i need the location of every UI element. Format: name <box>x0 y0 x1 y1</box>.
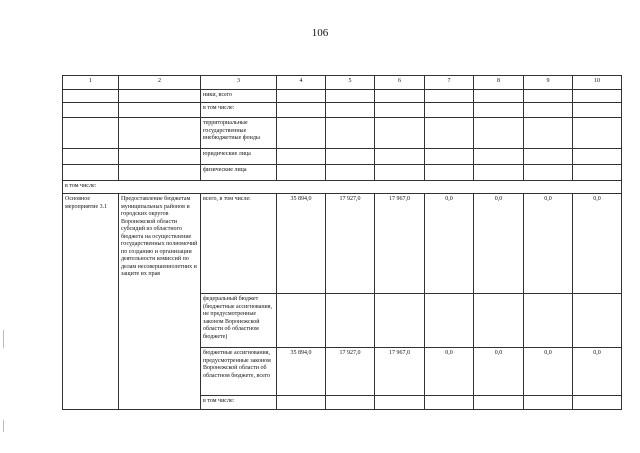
value-cell <box>524 149 573 165</box>
value-cell <box>277 165 326 181</box>
value-cell: 17 967,0 <box>375 194 425 294</box>
value-cell <box>375 118 425 149</box>
section-label: в том числе: <box>63 181 622 194</box>
page-number: 106 <box>311 27 329 39</box>
value-cell <box>277 396 326 410</box>
value-cell <box>573 118 622 149</box>
value-cell <box>573 294 622 348</box>
value-cell <box>326 396 375 410</box>
value-cell <box>524 90 573 103</box>
value-cell <box>326 103 375 118</box>
column-header: 6 <box>375 76 425 90</box>
value-cell <box>573 396 622 410</box>
value-cell <box>425 90 474 103</box>
column-header: 8 <box>474 76 524 90</box>
value-cell <box>474 149 524 165</box>
value-cell <box>425 165 474 181</box>
funding-source-label: бюджетные ассигнования, предусмотренные законом Воронежской области об областном бюджете, всего <box>201 348 277 396</box>
value-cell: 35 894,0 <box>277 348 326 396</box>
value-cell <box>375 103 425 118</box>
table-row <box>63 149 622 165</box>
table-cell <box>63 165 119 181</box>
value-cell <box>375 90 425 103</box>
measure-code: Основное мероприятие 3.1 <box>63 194 119 410</box>
value-cell <box>474 165 524 181</box>
column-header: 7 <box>425 76 474 90</box>
value-cell <box>277 103 326 118</box>
table-cell <box>63 103 119 118</box>
value-cell <box>474 294 524 348</box>
column-header: 2 <box>119 76 201 90</box>
value-cell: 35 894,0 <box>277 194 326 294</box>
value-cell <box>277 149 326 165</box>
table-row <box>63 90 622 103</box>
value-cell <box>375 294 425 348</box>
value-cell <box>524 294 573 348</box>
value-cell: 0,0 <box>524 194 573 294</box>
value-cell <box>573 103 622 118</box>
value-cell <box>425 118 474 149</box>
value-cell <box>573 90 622 103</box>
value-cell <box>524 165 573 181</box>
column-header: 3 <box>201 76 277 90</box>
value-cell <box>425 396 474 410</box>
column-header: 1 <box>63 76 119 90</box>
scan-edge-mark <box>3 420 4 432</box>
table-cell <box>119 118 201 149</box>
column-header: 5 <box>326 76 375 90</box>
value-cell <box>326 165 375 181</box>
table-row <box>63 103 622 118</box>
value-cell <box>573 165 622 181</box>
value-cell <box>326 118 375 149</box>
value-cell <box>573 149 622 165</box>
table-cell <box>119 165 201 181</box>
measure-description: Предоставление бюджетам муниципальных районов и городских округов Воронежской области субсидий из областного бюджета на осуществление государственных полномочий по созданию и организации деятельности комиссий по делам несовершеннолетних и защите их прав <box>119 194 201 410</box>
funding-source-label: в том числе: <box>201 103 277 118</box>
value-cell <box>474 90 524 103</box>
table-cell <box>119 149 201 165</box>
value-cell: 0,0 <box>474 194 524 294</box>
funding-source-label: ники, всего <box>201 90 277 103</box>
value-cell <box>474 396 524 410</box>
funding-source-label: всего, в том числе: <box>201 194 277 294</box>
table-cell <box>119 90 201 103</box>
value-cell: 17 927,0 <box>326 348 375 396</box>
table-cell <box>63 149 119 165</box>
value-cell <box>524 396 573 410</box>
funding-source-label: в том числе: <box>201 396 277 410</box>
funding-source-label: юридические лица <box>201 149 277 165</box>
value-cell <box>524 103 573 118</box>
column-header: 9 <box>524 76 573 90</box>
value-cell: 0,0 <box>425 194 474 294</box>
table-cell <box>63 118 119 149</box>
value-cell <box>474 103 524 118</box>
value-cell: 0,0 <box>573 194 622 294</box>
value-cell: 0,0 <box>474 348 524 396</box>
value-cell <box>524 118 573 149</box>
value-cell: 0,0 <box>524 348 573 396</box>
column-number-row <box>63 76 622 90</box>
value-cell: 17 927,0 <box>326 194 375 294</box>
value-cell: 0,0 <box>425 348 474 396</box>
value-cell <box>326 90 375 103</box>
value-cell <box>375 149 425 165</box>
value-cell <box>326 149 375 165</box>
table-cell <box>119 103 201 118</box>
column-header: 4 <box>277 76 326 90</box>
value-cell <box>277 118 326 149</box>
table-row <box>63 194 622 294</box>
value-cell <box>425 294 474 348</box>
value-cell <box>375 396 425 410</box>
budget-table <box>62 75 622 410</box>
value-cell: 0,0 <box>573 348 622 396</box>
table-row <box>63 165 622 181</box>
value-cell <box>277 90 326 103</box>
table-cell <box>63 90 119 103</box>
column-header: 10 <box>573 76 622 90</box>
value-cell <box>375 165 425 181</box>
value-cell <box>326 294 375 348</box>
funding-source-label: федеральный бюджет (бюджетные ассигнования, не предусмотренные законом Воронежской области об областном бюджете) <box>201 294 277 348</box>
funding-source-label: физические лица <box>201 165 277 181</box>
value-cell <box>425 103 474 118</box>
section-row <box>63 181 622 194</box>
value-cell: 17 967,0 <box>375 348 425 396</box>
value-cell <box>425 149 474 165</box>
value-cell <box>277 294 326 348</box>
funding-source-label: территориальные государственные внебюджетные фонды <box>201 118 277 149</box>
value-cell <box>474 118 524 149</box>
scan-edge-mark <box>3 330 4 348</box>
table-row <box>63 118 622 149</box>
